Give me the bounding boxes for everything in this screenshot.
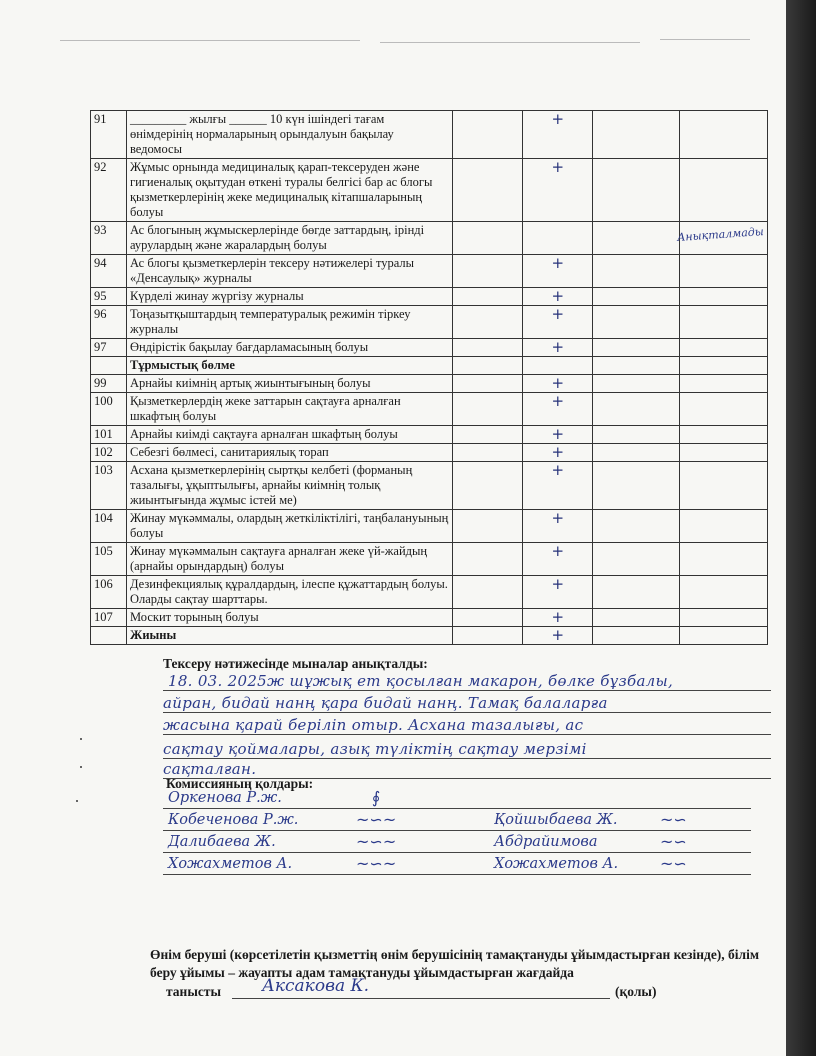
row-number: 100 — [91, 393, 127, 426]
row-number: 91 — [91, 111, 127, 159]
compliance-mark: + — [523, 111, 593, 159]
table-row — [91, 306, 768, 339]
row-description: Тұрмыстық бөлме — [126, 357, 452, 375]
row-description: Күрделі жинау жүргізу журналы — [126, 288, 452, 306]
note-cell — [680, 375, 768, 393]
scan-dot — [80, 738, 82, 740]
handwritten-note — [677, 464, 764, 470]
empty-cell — [452, 543, 523, 576]
empty-cell — [593, 426, 680, 444]
empty-cell — [452, 576, 523, 609]
signer-name: Қойшыбаева Ж. — [494, 812, 618, 828]
compliance-mark: + — [523, 288, 593, 306]
scan-edge-shadow — [786, 0, 816, 1056]
note-cell — [680, 576, 768, 609]
acknowledged-line — [232, 998, 610, 999]
section-row — [91, 627, 768, 645]
note-cell — [680, 393, 768, 426]
empty-cell — [593, 609, 680, 627]
handwritten-note — [677, 341, 764, 347]
row-number: 106 — [91, 576, 127, 609]
table-row — [91, 426, 768, 444]
compliance-mark: + — [523, 543, 593, 576]
row-number: 96 — [91, 306, 127, 339]
signer-name: Абдрайимова — [494, 834, 598, 850]
row-description: Москит торының болуы — [126, 609, 452, 627]
handwritten-note: Анықталмады — [676, 224, 765, 245]
empty-cell — [452, 357, 523, 375]
empty-cell — [593, 357, 680, 375]
findings-line: 18. 03. 2025ж шұжық ет қосылған макарон, бөлке бұзбалы, — [168, 672, 674, 690]
row-description: Жиыны — [126, 627, 452, 645]
empty-cell — [452, 111, 523, 159]
empty-cell — [593, 627, 680, 645]
empty-cell — [452, 426, 523, 444]
compliance-mark: + — [523, 426, 593, 444]
checklist-table — [90, 110, 768, 645]
signer-name: Хожахметов А. — [168, 856, 293, 872]
empty-cell — [452, 306, 523, 339]
empty-cell — [452, 393, 523, 426]
table-row — [91, 462, 768, 510]
empty-cell — [593, 462, 680, 510]
handwritten-note — [677, 428, 764, 434]
row-description: Арнайы киімді сақтауға арналған шкафтың болуы — [126, 426, 452, 444]
note-cell — [680, 159, 768, 222]
scan-dot — [80, 766, 82, 768]
empty-cell — [593, 444, 680, 462]
table-row — [91, 339, 768, 357]
row-number: 105 — [91, 543, 127, 576]
empty-cell — [593, 510, 680, 543]
compliance-mark: + — [523, 627, 593, 645]
handwritten-note — [677, 395, 764, 401]
row-description: Жұмыс орнында медициналық қарап-тексеруден және гигиеналық оқытудан өткені туралы белгісі бар ас блогы қызметкерлерінің жеке медициналық кітапшаларының болуы — [126, 159, 452, 222]
empty-cell — [593, 576, 680, 609]
commission-title: Комиссияның қолдары: — [166, 776, 314, 791]
empty-cell — [593, 375, 680, 393]
signature-scribble-icon: ~∽ — [660, 810, 687, 829]
note-cell — [680, 510, 768, 543]
note-cell — [680, 255, 768, 288]
compliance-mark: + — [523, 339, 593, 357]
handwritten-note — [677, 512, 764, 518]
findings-rule — [163, 758, 771, 759]
note-cell — [680, 462, 768, 510]
table-row — [91, 393, 768, 426]
findings-title: Тексеру нәтижесінде мыналар анықталды: — [163, 656, 428, 671]
row-number: 92 — [91, 159, 127, 222]
empty-cell — [452, 222, 523, 255]
row-number: 102 — [91, 444, 127, 462]
signature-label: (қолы) — [615, 984, 657, 999]
signature-scribble-icon: ~∽~ — [356, 810, 397, 829]
compliance-mark — [523, 222, 593, 255]
signer-name: Далибаева Ж. — [168, 834, 276, 850]
note-cell — [680, 426, 768, 444]
signer-name: Хожахметов А. — [494, 856, 619, 872]
table-row — [91, 222, 768, 255]
compliance-mark: + — [523, 306, 593, 339]
empty-cell — [452, 288, 523, 306]
empty-cell — [452, 375, 523, 393]
row-number: 103 — [91, 462, 127, 510]
table-row — [91, 375, 768, 393]
row-number: 104 — [91, 510, 127, 543]
row-number — [91, 357, 127, 375]
empty-cell — [593, 255, 680, 288]
row-description: Өндірістік бақылау бағдарламасының болуы — [126, 339, 452, 357]
empty-cell — [593, 288, 680, 306]
findings-rule — [163, 712, 771, 713]
empty-cell — [593, 306, 680, 339]
supplier-statement: Өнім беруші (көрсетілетін қызметтің өнім берушісінің тамақтануды ұйымдастырған кезінде), білім беру ұйымы – жауапты адам тамақтануды ұйымдастырған жағдайда — [150, 947, 760, 980]
row-description: Тоңазытқыштардың температуралық режимін тіркеу журналы — [126, 306, 452, 339]
table-row — [91, 288, 768, 306]
row-number: 97 — [91, 339, 127, 357]
row-number: 95 — [91, 288, 127, 306]
signer-name: Оркенова Р.ж. — [168, 790, 282, 806]
findings-line: сақтау қоймалары, азық түліктің сақтау мерзімі — [163, 740, 587, 758]
table-row — [91, 576, 768, 609]
row-number: 107 — [91, 609, 127, 627]
compliance-mark: + — [523, 255, 593, 288]
compliance-mark: + — [523, 393, 593, 426]
signature-rule — [163, 808, 751, 809]
empty-cell — [452, 255, 523, 288]
acknowledged-label: танысты — [166, 984, 222, 999]
row-description: Жинау мүкәммалы, олардың жеткіліктілігі, таңбалануының болуы — [126, 510, 452, 543]
compliance-mark: + — [523, 444, 593, 462]
empty-cell — [452, 510, 523, 543]
empty-cell — [593, 222, 680, 255]
empty-cell — [452, 627, 523, 645]
empty-cell — [593, 111, 680, 159]
note-cell — [680, 306, 768, 339]
handwritten-note — [677, 161, 764, 167]
row-number: 101 — [91, 426, 127, 444]
empty-cell — [593, 339, 680, 357]
scan-dot — [76, 800, 78, 802]
handwritten-note — [677, 545, 764, 551]
compliance-mark: + — [523, 375, 593, 393]
section-row — [91, 357, 768, 375]
compliance-mark: + — [523, 159, 593, 222]
acknowledged-name: Аксакова К. — [262, 976, 370, 996]
handwritten-note — [677, 377, 764, 383]
handwritten-note — [677, 578, 764, 584]
findings-line: сақталған. — [163, 760, 257, 778]
signer-name: Кобеченова Р.ж. — [168, 812, 299, 828]
row-description: Жинау мүкәммалын сақтауға арналған жеке үй-жайдың (арнайы орындардың) болуы — [126, 543, 452, 576]
date-blank: _________ жылғы ______ — [129, 112, 267, 126]
empty-cell — [452, 609, 523, 627]
table-row — [91, 510, 768, 543]
note-cell — [676, 222, 768, 255]
findings-line: жасына қарай беріліп отыр. Асхана тазалығы, ас — [163, 716, 584, 734]
table-row — [91, 609, 768, 627]
compliance-mark: + — [523, 609, 593, 627]
compliance-mark: + — [523, 510, 593, 543]
row-description: Ас блогы қызметкерлерін тексеру нәтижелері туралы «Денсаулық» журналы — [126, 255, 452, 288]
compliance-mark — [523, 357, 593, 375]
empty-cell — [593, 159, 680, 222]
empty-cell — [593, 393, 680, 426]
row-text: 10 күн ішіндегі тағам өнімдерінің нормаларының орындалуын бақылау ведомосы — [129, 112, 394, 156]
findings-rule — [163, 734, 771, 735]
row-description: Арнайы киімнің артық жиынтығының болуы — [126, 375, 452, 393]
row-number — [91, 627, 127, 645]
findings-line: айран, бидай нанң қара бидай нанң. Тамақ балаларға — [163, 694, 608, 712]
note-cell — [680, 444, 768, 462]
row-description: Асхана қызметкерлерінің сыртқы келбеті (форманың тазалығы, ұқыптылығы, арнайы киімнің толық жиынтығында жұмыс істей ме) — [126, 462, 452, 510]
handwritten-note — [677, 629, 764, 635]
note-cell — [680, 111, 768, 159]
table-row — [91, 111, 768, 159]
row-description — [126, 111, 452, 159]
signature-scribble-icon: ~∽~ — [356, 832, 397, 851]
table-row — [91, 159, 768, 222]
signature-scribble-icon: ~∽~ — [356, 854, 397, 873]
table-row — [91, 543, 768, 576]
row-description: Ас блогының жұмыскерлерінде бөгде заттардың, ірінді аурулардың және жаралардың болуы — [126, 222, 452, 255]
note-cell — [680, 288, 768, 306]
note-cell — [680, 357, 768, 375]
signature-scribble-icon: ~∽ — [660, 832, 687, 851]
signature-rule — [163, 852, 751, 853]
signature-rule — [163, 830, 751, 831]
compliance-mark: + — [523, 576, 593, 609]
handwritten-note — [677, 290, 764, 296]
row-number: 94 — [91, 255, 127, 288]
handwritten-note — [677, 308, 764, 314]
handwritten-note — [677, 113, 764, 119]
row-number: 93 — [91, 222, 127, 255]
empty-cell — [452, 159, 523, 222]
signature-scribble-icon: ∮ — [372, 788, 381, 807]
note-cell — [680, 543, 768, 576]
empty-cell — [593, 543, 680, 576]
empty-cell — [452, 339, 523, 357]
table-row — [91, 255, 768, 288]
handwritten-note — [677, 257, 764, 263]
signature-scribble-icon: ~∽ — [660, 854, 687, 873]
empty-cell — [452, 462, 523, 510]
handwritten-note — [677, 359, 764, 365]
handwritten-note — [677, 611, 764, 617]
row-number: 99 — [91, 375, 127, 393]
signature-rule — [163, 874, 751, 875]
note-cell — [680, 609, 768, 627]
row-description: Себезгі бөлмесі, санитариялық торап — [126, 444, 452, 462]
findings-rule — [163, 690, 771, 691]
table-row — [91, 444, 768, 462]
handwritten-note — [677, 446, 764, 452]
row-description: Қызметкерлердің жеке заттарын сақтауға арналған шкафтың болуы — [126, 393, 452, 426]
compliance-mark: + — [523, 462, 593, 510]
note-cell — [680, 339, 768, 357]
note-cell — [680, 627, 768, 645]
empty-cell — [452, 444, 523, 462]
scan-header-remnants — [60, 36, 760, 46]
row-description: Дезинфекциялық құралдардың, ілеспе құжаттардың болуы. Оларды сақтау шарттары. — [126, 576, 452, 609]
